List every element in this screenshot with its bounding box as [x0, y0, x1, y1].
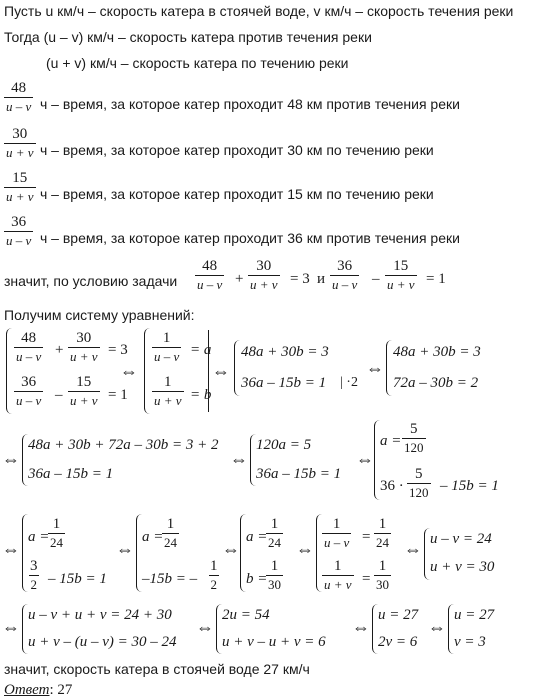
frac-1-24 — [266, 516, 283, 551]
fraction-denominator: u + v — [6, 189, 34, 204]
system-bar — [208, 330, 209, 412]
equivalence-arrow: ⇔ — [366, 358, 384, 378]
frac-1-30 — [266, 558, 283, 593]
fraction-denominator: 24 — [164, 535, 177, 550]
fraction-numerator: 36 — [21, 374, 37, 390]
sys1-frac-36 — [14, 374, 43, 409]
fraction-numerator: 1 — [378, 516, 387, 532]
system-brace — [144, 328, 151, 414]
minus-sign: – — [372, 271, 380, 287]
sub-a-rhs: = a — [190, 342, 212, 358]
fraction-denominator: u – v — [197, 277, 223, 292]
fraction-denominator: u + v — [6, 145, 34, 160]
fraction-denominator: 30 — [268, 577, 281, 592]
a-eq: a = — [142, 529, 164, 545]
fraction-numerator: 15 — [393, 258, 409, 274]
fin-a: u – v = 24 — [430, 531, 492, 547]
intro-line-3: (u + v) км/ч – скорость катера по течению реки — [46, 55, 349, 71]
answer-label: Ответ — [4, 682, 50, 698]
system-brace — [234, 340, 240, 396]
cond-frac-48 — [195, 258, 224, 293]
frac-1-uminusv — [322, 516, 351, 551]
intro-line-1: Пусть u км/ч – скорость катера в стоячей воде, v км/ч – скорость течения реки — [4, 3, 514, 19]
plus-sign: + — [235, 271, 244, 287]
minus-sign: – — [55, 387, 63, 403]
plus-sign: + — [55, 342, 64, 358]
fraction-numerator: 48 — [21, 330, 37, 346]
fraction-numerator: 1 — [270, 558, 279, 574]
equivalence-arrow: ⇔ — [356, 449, 374, 469]
fraction-denominator: u – v — [16, 349, 42, 364]
sub-frac-b — [152, 374, 184, 409]
fraction-denominator: 2 — [30, 577, 37, 592]
sys1-eq-a-rhs: = 3 — [108, 342, 128, 358]
fraction-denominator: 2 — [210, 577, 217, 592]
sys1-eq-b-rhs: = 1 — [108, 387, 128, 403]
frac-1-24 — [48, 516, 65, 551]
fraction-numerator: 36 — [337, 258, 353, 274]
system-label: Получим систему уравнений: — [4, 307, 195, 323]
fraction-numerator: 30 — [256, 258, 272, 274]
fraction-denominator: u – v — [6, 99, 32, 114]
fraction-numerator: 5 — [415, 466, 423, 482]
r-b: 2v = 6 — [378, 634, 418, 650]
cond-frac-36 — [330, 258, 359, 293]
equivalence-arrow: ⇔ — [404, 539, 422, 559]
fraction-numerator: 48 — [202, 258, 218, 274]
equivalence-arrow: ⇔ — [212, 361, 230, 381]
fraction-numerator: 1 — [332, 516, 341, 532]
multiply-note: | ·2 — [340, 375, 358, 390]
mid-b: u + v – u + v = 6 — [222, 634, 326, 650]
mid-a: 2u = 54 — [222, 607, 270, 623]
fraction-numerator: 15 — [76, 374, 92, 390]
equivalence-arrow: ⇔ — [222, 539, 240, 559]
system-brace — [386, 340, 392, 396]
cond-eq1-rhs: = 3 — [290, 271, 310, 287]
frac-1-24 — [162, 516, 179, 551]
fraction-denominator: u + v — [70, 349, 98, 364]
fraction-denominator: u – v — [332, 277, 358, 292]
tail-1: – 15b = 1 — [48, 571, 107, 587]
a-eq: a = — [380, 433, 402, 449]
fraction-numerator: 36 — [11, 214, 27, 230]
lin-a: 48a + 30b = 3 — [241, 344, 329, 360]
fraction-numerator: 1 — [166, 516, 175, 532]
fin-b: u + v = 30 — [430, 559, 495, 575]
fraction-denominator: 24 — [50, 535, 63, 550]
frac-1-24 — [374, 516, 391, 551]
fraction-numerator: 30 — [12, 126, 28, 142]
sum-a: 48a + 30b + 72a – 30b = 3 + 2 — [28, 437, 219, 453]
r-a: u = 27 — [378, 607, 419, 623]
fraction-numerator: 48 — [11, 80, 27, 96]
fraction-numerator: 1 — [334, 558, 342, 574]
frac-1-30 — [374, 558, 391, 593]
fraction-denominator: u – v — [16, 393, 42, 408]
time-text-2: ч – время, за которое катер проходит 30 км по течению реки — [40, 142, 434, 158]
frac-5-120 — [402, 421, 426, 456]
intro-line-2: Тогда (u – v) км/ч – скорость катера против течения реки — [4, 29, 372, 45]
cond-frac-15 — [385, 258, 417, 293]
equivalence-arrow: ⇔ — [2, 449, 20, 469]
fraction-numerator: 1 — [164, 374, 172, 390]
cond-eq2-rhs: = 1 — [426, 271, 446, 287]
sub-b-rhs: = b — [190, 387, 212, 403]
frac-1-2 — [208, 558, 220, 593]
equivalence-arrow: ⇔ — [116, 539, 134, 559]
fraction-denominator: 120 — [409, 485, 429, 500]
red-b: 36a – 15b = 1 — [256, 466, 342, 482]
a-eq: a = — [28, 529, 50, 545]
tail-2: –15b = – — [142, 571, 198, 587]
time-text-1: ч – время, за которое катер проходит 48 км против течения реки — [40, 96, 460, 112]
fraction-denominator: 24 — [268, 535, 281, 550]
fraction-denominator: u + v — [387, 277, 415, 292]
equivalence-arrow: ⇔ — [352, 617, 370, 637]
dbl-b: 72a – 30b = 2 — [393, 375, 479, 391]
time-text-3: ч – время, за которое катер проходит 15 км по течению реки — [40, 186, 434, 202]
time-fraction-1 — [4, 80, 33, 115]
f-a: u = 27 — [454, 607, 495, 623]
equals-sign: = — [362, 571, 371, 587]
fraction-denominator: 30 — [376, 577, 389, 592]
equals-sign: = — [362, 529, 371, 545]
equivalence-arrow: ⇔ — [428, 617, 446, 637]
sys1-frac-15 — [68, 374, 100, 409]
dbl-a: 48a + 30b = 3 — [393, 344, 481, 360]
time-fraction-3 — [4, 170, 36, 205]
sub-line: 36 · — [380, 478, 404, 494]
fraction-denominator: u + v — [250, 277, 278, 292]
fraction-numerator: 1 — [162, 330, 171, 346]
fraction-denominator: u – v — [154, 349, 180, 364]
equivalence-arrow: ⇔ — [230, 449, 248, 469]
sub-frac-a — [152, 330, 181, 365]
equivalence-arrow: ⇔ — [2, 539, 20, 559]
fraction-numerator: 15 — [12, 170, 28, 186]
fraction-denominator: u + v — [70, 393, 98, 408]
time-fraction-4 — [4, 214, 33, 249]
red-a: 120a = 5 — [256, 437, 312, 453]
system-brace — [6, 328, 13, 414]
fraction-denominator: u + v — [154, 393, 182, 408]
fraction-numerator: 1 — [52, 516, 61, 532]
lin-b: 36a – 15b = 1 — [241, 375, 327, 391]
frac-5-120-b — [407, 466, 431, 501]
f-b: v = 3 — [454, 634, 486, 650]
fraction-numerator: 30 — [76, 330, 92, 346]
fraction-denominator: 120 — [404, 440, 424, 455]
frac-3-2 — [28, 558, 40, 593]
time-fraction-2 — [4, 126, 36, 161]
equivalence-arrow: ⇔ — [2, 617, 20, 637]
b-eq: b = — [246, 571, 268, 587]
time-text-4: ч – время, за которое катер проходит 36 км против течения реки — [40, 230, 460, 246]
condition-prefix: значит, по условию задачи — [4, 273, 178, 289]
fraction-numerator: 1 — [210, 558, 218, 574]
sys1-frac-48 — [14, 330, 43, 365]
equivalence-arrow: ⇔ — [196, 617, 214, 637]
answer — [4, 681, 72, 699]
conclusion: значит, скорость катера в стоячей воде 27 км/ч — [4, 661, 310, 677]
equivalence-arrow: ⇔ — [120, 361, 138, 381]
add-a: u – v + u + v = 24 + 30 — [28, 607, 172, 623]
fraction-denominator: u – v — [6, 233, 32, 248]
fraction-numerator: 5 — [410, 421, 418, 437]
add-b: u + v – (u – v) = 30 – 24 — [28, 634, 177, 650]
fraction-numerator: 3 — [30, 558, 38, 574]
sys1-frac-30 — [68, 330, 100, 365]
fraction-numerator: 1 — [270, 516, 279, 532]
answer-value: : 27 — [49, 682, 73, 698]
fraction-denominator: 24 — [376, 535, 389, 550]
sum-b: 36a – 15b = 1 — [28, 466, 114, 482]
cond-frac-30 — [248, 258, 280, 293]
a-eq: a = — [246, 529, 268, 545]
fraction-denominator: u – v — [324, 535, 350, 550]
fraction-denominator: u + v — [324, 577, 352, 592]
cond-and: и — [317, 271, 326, 287]
sub-tail: – 15b = 1 — [440, 478, 499, 494]
fraction-numerator: 1 — [378, 558, 387, 574]
equivalence-arrow: ⇔ — [296, 539, 314, 559]
frac-1-uplusv — [322, 558, 354, 593]
